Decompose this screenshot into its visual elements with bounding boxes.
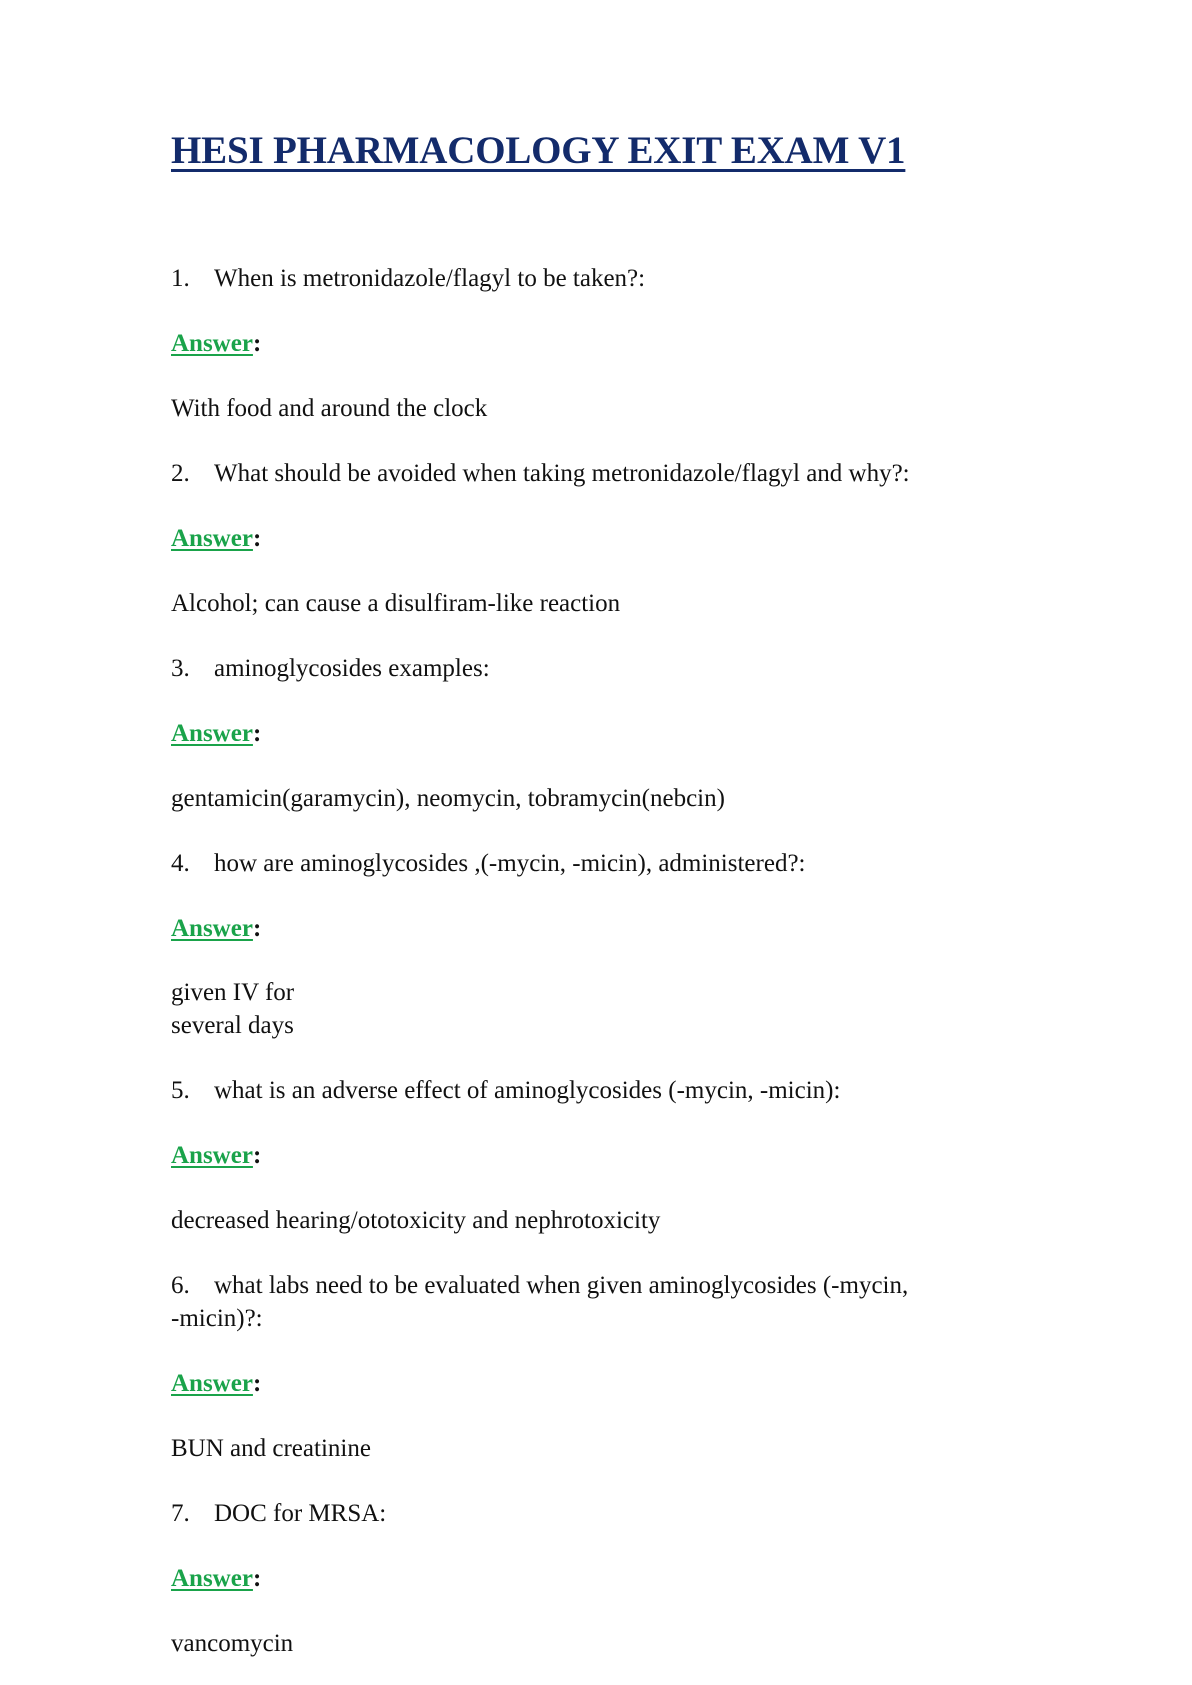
answer-text-3: gentamicin(garamycin), neomycin, tobramycin(nebcin): [171, 785, 725, 812]
question-number: 3.: [171, 655, 190, 682]
answer-label-2: [171, 522, 261, 556]
answer-text-5: decreased hearing/ototoxicity and nephrotoxicity: [171, 1207, 661, 1234]
page-title: HESI PHARMACOLOGY EXIT EXAM V1: [171, 129, 906, 172]
answer-label-colon: :: [252, 1565, 262, 1592]
answer-label-word: Answer: [171, 525, 253, 552]
answer-label-word: Answer: [171, 1142, 253, 1169]
question-text: When is metronidazole/flagyl to be taken?:: [214, 265, 646, 292]
answer-text-4-line-1: given IV for: [171, 979, 295, 1006]
question-3: [171, 652, 490, 686]
answer-label-colon: :: [252, 720, 262, 747]
question-6-continuation: -micin)?:: [171, 1305, 263, 1332]
answer-label-colon: :: [252, 1370, 262, 1397]
question-text: what labs need to be evaluated when given aminoglycosides (-mycin,: [214, 1272, 909, 1299]
question-number: 4.: [171, 850, 190, 877]
answer-label-word: Answer: [171, 915, 253, 942]
question-6: [171, 1269, 908, 1303]
answer-label-colon: :: [252, 1142, 262, 1169]
question-text: DOC for MRSA:: [214, 1500, 387, 1527]
answer-label-4: [171, 912, 261, 946]
answer-label-colon: :: [252, 330, 262, 357]
question-text: aminoglycosides examples:: [214, 655, 490, 682]
answer-label-colon: :: [252, 525, 262, 552]
question-text: what is an adverse effect of aminoglycosides (-mycin, -micin):: [214, 1077, 841, 1104]
answer-label-word: Answer: [171, 720, 253, 747]
question-number: 6.: [171, 1272, 190, 1299]
answer-text-7: vancomycin: [171, 1630, 294, 1657]
question-5: [171, 1074, 840, 1108]
answer-label-word: Answer: [171, 1565, 253, 1592]
question-number: 7.: [171, 1500, 190, 1527]
answer-label-3: [171, 717, 261, 751]
answer-text-2: Alcohol; can cause a disulfiram-like reaction: [171, 590, 621, 617]
answer-label-5: [171, 1139, 261, 1173]
question-number: 2.: [171, 460, 190, 487]
answer-text-6: BUN and creatinine: [171, 1435, 371, 1462]
answer-label-7: [171, 1562, 261, 1596]
answer-label-colon: :: [252, 915, 262, 942]
question-number: 5.: [171, 1077, 190, 1104]
answer-text-1: With food and around the clock: [171, 395, 488, 422]
answer-text-4-line-2: several days: [171, 1012, 294, 1039]
question-4: [171, 847, 806, 881]
question-text: What should be avoided when taking metronidazole/flagyl and why?:: [214, 460, 910, 487]
question-number: 1.: [171, 265, 190, 292]
question-7: [171, 1497, 386, 1531]
question-2: [171, 457, 910, 491]
answer-label-word: Answer: [171, 330, 253, 357]
answer-label-1: [171, 327, 261, 361]
question-text: how are aminoglycosides ,(-mycin, -micin), administered?:: [214, 850, 806, 877]
answer-label-6: [171, 1367, 261, 1401]
answer-label-word: Answer: [171, 1370, 253, 1397]
question-1: [171, 262, 645, 296]
